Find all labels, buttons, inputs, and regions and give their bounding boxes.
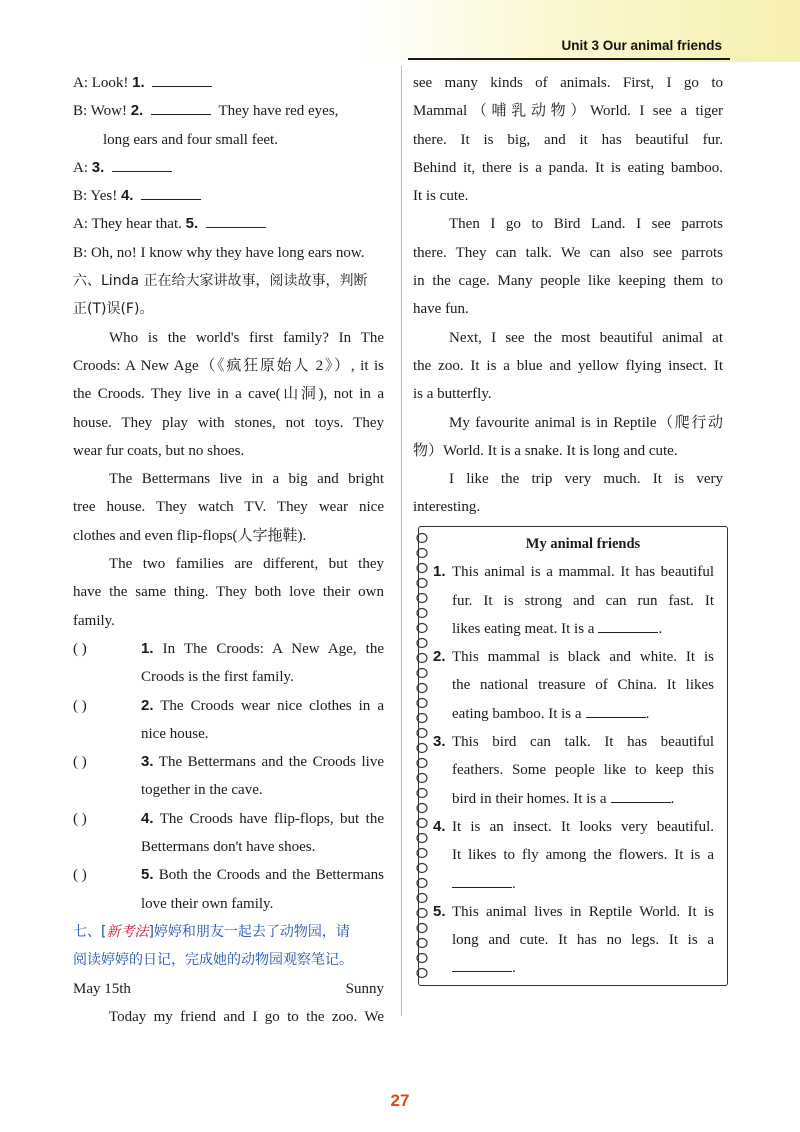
answer-blank[interactable] <box>452 874 512 888</box>
diary-line: interesting. <box>413 499 481 516</box>
spiral-ring <box>417 894 427 903</box>
diary-date: May 15th <box>73 980 131 997</box>
column-divider <box>401 66 402 1016</box>
diary-line: 物）World. It is a snake. It is long and cute. <box>413 442 678 459</box>
section6-heading: 六、Linda 正在给大家讲故事，阅读故事，判断 <box>73 273 368 290</box>
answer-blank[interactable] <box>586 704 646 718</box>
answer-blank[interactable] <box>151 101 211 115</box>
diary-line: there. It is big, and it has beautiful fur. <box>413 131 723 148</box>
story-line: house. They play with stones, not toys. They <box>73 414 384 431</box>
story-line: wear fur coats, but no shoes. <box>73 442 245 459</box>
spiral-ring <box>417 849 427 858</box>
section7-heading-cont: 阅读婷婷的日记，完成她的动物园观察笔记。 <box>73 952 353 969</box>
spiral-ring <box>417 879 427 888</box>
answer-paren[interactable]: ( ) <box>73 697 87 714</box>
spiral-ring <box>417 744 427 753</box>
story-line: the Croods. They live in a cave(山洞), not in a <box>73 386 384 403</box>
unit-title: Unit 3 Our animal friends <box>561 38 722 53</box>
spiral-ring <box>417 954 427 963</box>
spiral-ring <box>417 804 427 813</box>
spiral-ring <box>417 714 427 723</box>
left-column <box>73 69 384 1031</box>
answer-paren[interactable]: ( ) <box>73 640 87 657</box>
spiral-ring <box>417 969 427 978</box>
dialogue-line-6: B: Oh, no! I know why they have long ears now. <box>73 244 365 261</box>
note-item-1: 1. This animal is a mammal. It has beautiful fur. It is strong and can run fast. It likes eating meat. It is a . <box>433 563 714 637</box>
diary-line: is a butterfly. <box>413 386 492 403</box>
spiral-ring <box>417 864 427 873</box>
answer-blank[interactable] <box>598 619 658 633</box>
diary-line: Today my friend and I go to the zoo. We <box>109 1008 384 1025</box>
tf-question-2: ( ) 2. The Croods wear nice clothes in a nice house. <box>73 692 384 749</box>
observation-notebook <box>418 526 728 988</box>
tf-question-5: ( ) 5. Both the Croods and the Bettermans love their own family. <box>73 861 384 918</box>
answer-blank[interactable] <box>611 789 671 803</box>
diary-line: the zoo. It is a blue and yellow flying insect. It <box>413 357 723 374</box>
header-rule <box>408 58 730 60</box>
diary-line: I like the trip very much. It is very <box>449 471 723 488</box>
section7-heading: 七、[新考法]婷婷和朋友一起去了动物园，请 <box>73 923 350 940</box>
diary-line: Behind it, there is a panda. It is eating bamboo. <box>413 159 723 176</box>
story-line: The two families are different, but they <box>109 556 384 573</box>
story-line: tree house. They watch TV. They wear nice <box>73 499 384 516</box>
spiral-ring <box>417 684 427 693</box>
answer-blank[interactable] <box>112 158 172 172</box>
answer-blank[interactable] <box>206 214 266 228</box>
right-column <box>413 69 723 522</box>
spiral-ring <box>417 729 427 738</box>
note-item-5: 5. This animal lives in Reptile World. It is long and cute. It has no legs. It is a . <box>433 902 714 977</box>
dialogue-line-4: B: Yes! 4. <box>73 182 384 210</box>
diary-line: Next, I see the most beautiful animal at <box>449 329 723 346</box>
dialogue-line-2: B: Wow! 2. They have red eyes, <box>73 102 339 120</box>
spiral-ring <box>417 594 427 603</box>
diary-line: in the cage. Many people like keeping them to <box>413 273 723 290</box>
spiral-ring <box>417 609 427 618</box>
note-item-4: 4. It is an insect. It looks very beautiful. It likes to fly among the flowers. It is a . <box>433 817 714 892</box>
spiral-ring <box>417 909 427 918</box>
story-line: have the same thing. They both love their own <box>73 584 384 601</box>
spiral-ring <box>417 774 427 783</box>
spiral-ring <box>417 939 427 948</box>
spiral-ring <box>417 699 427 708</box>
spiral-ring <box>417 819 427 828</box>
section6-heading-cont: 正(T)误(F)。 <box>73 301 154 318</box>
answer-blank[interactable] <box>452 958 512 972</box>
spiral-ring <box>417 579 427 588</box>
spiral-ring <box>417 639 427 648</box>
spiral-ring <box>417 564 427 573</box>
story-line: Who is the world's first family? In The <box>109 329 384 346</box>
spiral-ring <box>417 624 427 633</box>
story-line: clothes and even flip-flops(人字拖鞋). <box>73 527 307 544</box>
note-item-2: 2. This mammal is black and white. It is the national treasure of China. It likes eating bamboo. It is a . <box>433 648 714 722</box>
diary-line: My favourite animal is in Reptile（爬行动 <box>449 414 723 431</box>
tf-question-3: ( ) 3. The Bettermans and the Croods live together in the cave. <box>73 748 384 805</box>
new-method-tag: 新考法 <box>106 923 149 940</box>
answer-blank[interactable] <box>141 186 201 200</box>
note-item-3: 3. This bird can talk. It has beautiful feathers. Some people like to keep this bird in their homes. It is a . <box>433 733 714 807</box>
spiral-ring <box>417 759 427 768</box>
spiral-ring <box>417 789 427 798</box>
notebook-title: My animal friends <box>525 536 641 552</box>
spiral-ring <box>417 669 427 678</box>
diary-weather: Sunny <box>345 980 384 997</box>
answer-blank[interactable] <box>152 73 212 87</box>
dialogue-line-3: A: 3. <box>73 154 384 182</box>
diary-line: there. They can talk. We can also see parrots <box>413 244 723 261</box>
diary-line: have fun. <box>413 301 469 318</box>
notebook-content <box>433 530 714 983</box>
story-line: family. <box>73 612 115 629</box>
spiral-ring <box>417 834 427 843</box>
notebook-spiral-binding <box>412 530 434 980</box>
tf-question-4: ( ) 4. The Croods have flip-flops, but the Bettermans don't have shoes. <box>73 805 384 862</box>
tf-question-1: ( ) 1. In The Croods: A New Age, the Croods is the first family. <box>73 635 384 692</box>
page-number: 27 <box>390 1091 410 1110</box>
diary-date-row <box>73 975 384 1003</box>
dialogue-line-2-cont: long ears and four small feet. <box>103 131 278 148</box>
diary-line: Then I go to Bird Land. I see parrots <box>449 216 723 233</box>
diary-line: It is cute. <box>413 188 469 205</box>
spiral-ring <box>417 924 427 933</box>
answer-paren[interactable]: ( ) <box>73 810 87 827</box>
story-line: Croods: A New Age（《疯狂原始人 2》）, it is <box>73 357 384 374</box>
spiral-ring <box>417 654 427 663</box>
dialogue-line-1: A: Look! 1. <box>73 69 384 97</box>
dialogue-line-5: A: They hear that. 5. <box>73 210 384 238</box>
diary-line: see many kinds of animals. First, I go to <box>413 75 723 91</box>
answer-paren[interactable]: ( ) <box>73 867 87 884</box>
spiral-ring <box>417 534 427 543</box>
story-line: The Bettermans live in a big and bright <box>109 471 384 488</box>
spiral-ring <box>417 549 427 558</box>
answer-paren[interactable]: ( ) <box>73 754 87 771</box>
diary-line: Mammal（哺乳动物）World. I see a tiger <box>413 103 723 120</box>
